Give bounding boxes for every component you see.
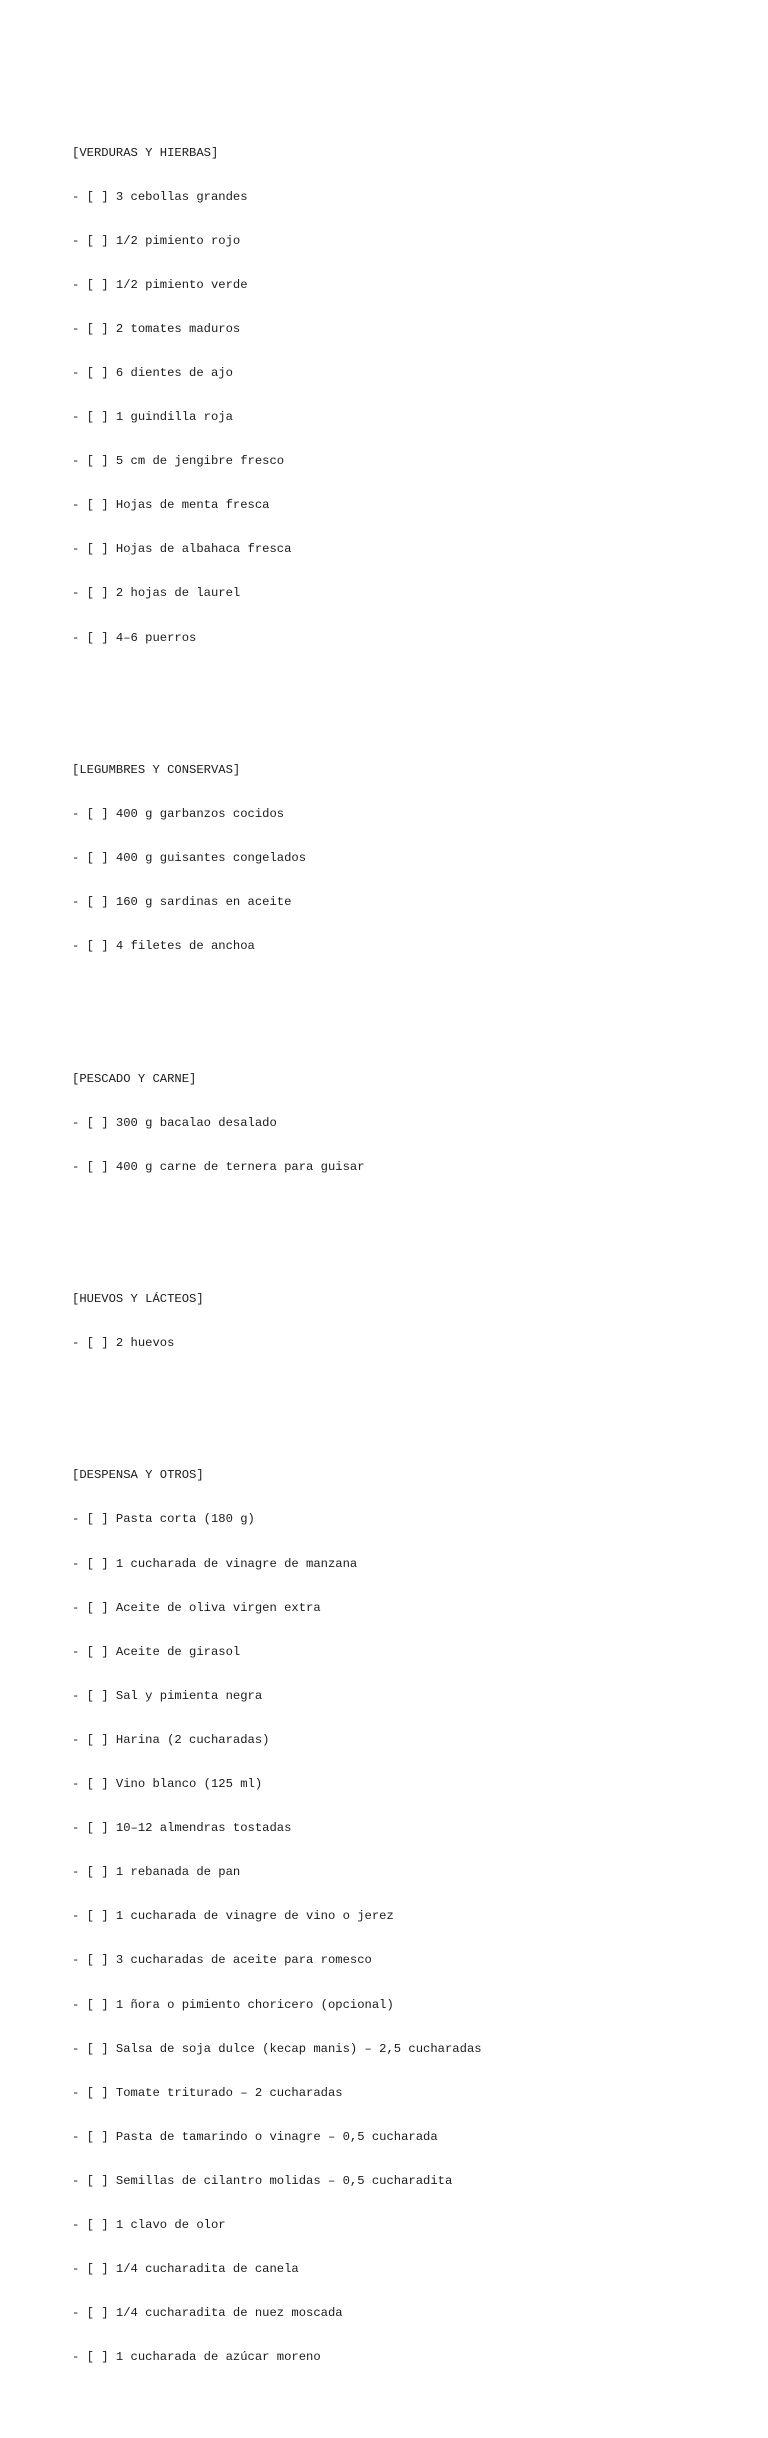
section-header: [DESPENSA Y OTROS] [72,1468,204,1483]
section-despensa-y-otros [72,1439,732,2394]
list-item: - [ ] 6 dientes de ajo [72,365,233,380]
list-item: - [ ] 10–12 almendras tostadas [72,1821,292,1836]
section-header: [LEGUMBRES Y CONSERVAS] [72,762,241,777]
list-item: - [ ] 3 cebollas grandes [72,189,248,204]
list-item: - [ ] 1/4 cucharadita de nuez moscada [72,2306,343,2321]
list-item: - [ ] 4 filetes de anchoa [72,939,255,954]
list-item: - [ ] 1 rebanada de pan [72,1865,241,1880]
list-item: - [ ] 1 ñora o pimiento choricero (opcional) [72,1997,394,2012]
list-item: - [ ] Aceite de oliva virgen extra [72,1600,321,1615]
list-item: - [ ] 400 g garbanzos cocidos [72,806,285,821]
list-item: - [ ] 400 g carne de ternera para guisar [72,1159,365,1174]
list-item: - [ ] 1/4 cucharadita de canela [72,2262,299,2277]
list-item: - [ ] Hojas de albahaca fresca [72,542,292,557]
list-item: - [ ] Vino blanco (125 ml) [72,1777,263,1792]
list-item: - [ ] 4–6 puerros [72,630,197,645]
list-item: - [ ] 2 huevos [72,1336,175,1351]
list-item: - [ ] Pasta corta (180 g) [72,1512,255,1527]
list-item: - [ ] Aceite de girasol [72,1644,241,1659]
list-item: - [ ] 1 cucharada de vinagre de vino o jerez [72,1909,394,1924]
list-item: - [ ] Hojas de menta fresca [72,498,270,513]
section-header: [PESCADO Y CARNE] [72,1071,197,1086]
list-item: - [ ] 1/2 pimiento verde [72,277,248,292]
section-verduras-y-hierbas [72,116,732,675]
list-item: - [ ] Salsa de soja dulce (kecap manis) – 2,5 cucharadas [72,2041,482,2056]
list-item: - [ ] Sal y pimienta negra [72,1688,263,1703]
list-item: - [ ] 160 g sardinas en aceite [72,895,292,910]
list-item: - [ ] 300 g bacalao desalado [72,1115,277,1130]
section-legumbres-y-conservas [72,733,732,983]
list-item: - [ ] 1 cucharada de azúcar moreno [72,2350,321,2365]
list-item: - [ ] 1 cucharada de vinagre de manzana [72,1556,358,1571]
list-item: - [ ] 5 cm de jengibre fresco [72,454,285,469]
list-item: - [ ] Semillas de cilantro molidas – 0,5 cucharadita [72,2173,453,2188]
section-header: [VERDURAS Y HIERBAS] [72,145,219,160]
list-item: - [ ] Pasta de tamarindo o vinagre – 0,5 cucharada [72,2129,438,2144]
list-item: - [ ] Harina (2 cucharadas) [72,1732,270,1747]
list-item: - [ ] 2 hojas de laurel [72,586,241,601]
shopping-list-document [72,72,732,2438]
list-item: - [ ] 1/2 pimiento rojo [72,233,241,248]
list-item: - [ ] 2 tomates maduros [72,321,241,336]
list-item: - [ ] 3 cucharadas de aceite para romesco [72,1953,372,1968]
section-header: [HUEVOS Y LÁCTEOS] [72,1292,204,1306]
section-huevos-y-lacteos [72,1263,732,1381]
section-pescado-y-carne [72,1042,732,1204]
list-item: - [ ] 1 guindilla roja [72,410,233,425]
list-item: - [ ] Tomate triturado – 2 cucharadas [72,2085,343,2100]
list-item: - [ ] 400 g guisantes congelados [72,851,307,866]
list-item: - [ ] 1 clavo de olor [72,2217,226,2232]
